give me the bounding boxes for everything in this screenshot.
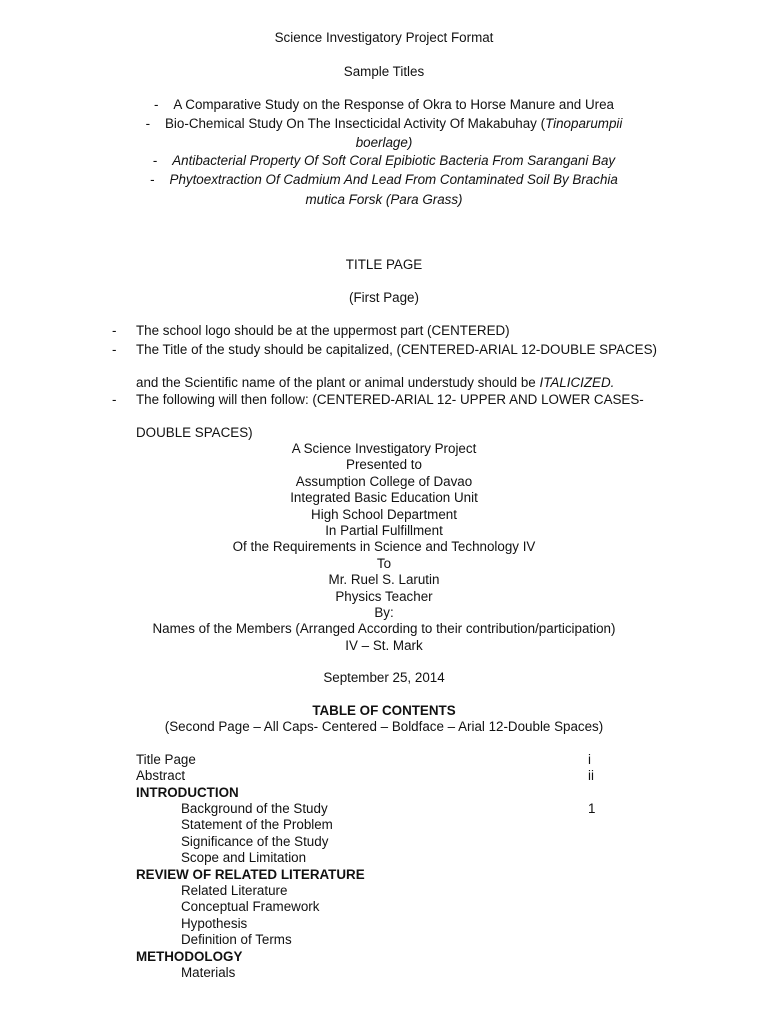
- bullet-text: The school logo should be at the uppermost part (CENTERED): [136, 323, 510, 338]
- toc-section: METHODOLOGY: [136, 949, 243, 964]
- title-page-subheading: (First Page): [349, 290, 419, 305]
- toc-entry: Conceptual Framework: [181, 899, 320, 914]
- sample-title-4: [0, 172, 768, 188]
- document-title: Science Investigatory Project Format: [274, 30, 494, 45]
- sample-title-text: Bio-Chemical Study On The Insecticidal Activity Of Makabuhay (: [165, 116, 546, 131]
- toc-section: REVIEW OF RELATED LITERATURE: [136, 867, 365, 882]
- title-page-heading: TITLE PAGE: [345, 257, 423, 272]
- centered-line: By:: [374, 605, 394, 620]
- list-dash: -: [112, 342, 117, 357]
- toc-heading: TABLE OF CONTENTS: [312, 703, 456, 718]
- centered-line: Names of the Members (Arranged According to their contribution/participation): [152, 621, 616, 636]
- list-dash: -: [112, 323, 117, 338]
- list-dash: -: [145, 116, 151, 131]
- centered-line: High School Department: [311, 507, 457, 522]
- sample-title-1: [0, 97, 768, 113]
- sample-title-text: Antibacterial Property Of Soft Coral Epibiotic Bacteria From Sarangani Bay: [172, 153, 616, 168]
- list-dash: -: [150, 172, 155, 187]
- toc-entry: Abstract: [136, 768, 186, 783]
- toc-entry: Scope and Limitation: [181, 850, 307, 865]
- toc-entry: Significance of the Study: [181, 834, 329, 849]
- sample-title-2: [0, 116, 768, 132]
- sample-title-4-cont: mutica Forsk (Para Grass): [305, 192, 463, 207]
- toc-entry: Statement of the Problem: [181, 817, 333, 832]
- centered-line: Physics Teacher: [335, 589, 433, 604]
- toc-entry: Background of the Study: [181, 801, 328, 816]
- sample-title-3: [0, 153, 768, 169]
- bullet-continuation: [136, 375, 614, 391]
- toc-entry: Materials: [181, 965, 236, 980]
- continuation-text: and the Scientific name of the plant or animal understudy should be: [136, 375, 540, 390]
- centered-line: To: [376, 556, 392, 571]
- list-dash: -: [152, 153, 158, 168]
- toc-page-number: ii: [588, 768, 594, 783]
- toc-page-number: 1: [588, 801, 596, 816]
- list-dash: -: [112, 392, 117, 407]
- sample-title-2-cont: boerlage): [355, 135, 413, 150]
- bullet-text: The following will then follow: (CENTERED-ARIAL 12- UPPER AND LOWER CASES-: [136, 392, 644, 407]
- toc-subheading: (Second Page – All Caps- Centered – Boldface – Arial 12-Double Spaces): [164, 719, 604, 734]
- toc-entry: Definition of Terms: [181, 932, 292, 947]
- toc-entry: Hypothesis: [181, 916, 248, 931]
- italicized-word: ITALICIZED.: [539, 375, 615, 390]
- centered-line: Integrated Basic Education Unit: [290, 490, 478, 505]
- sample-titles-heading: Sample Titles: [343, 64, 425, 79]
- document-date: September 25, 2014: [323, 670, 445, 685]
- toc-entry: Title Page: [136, 752, 196, 767]
- bullet-continuation: DOUBLE SPACES): [136, 425, 253, 440]
- list-dash: -: [154, 97, 159, 112]
- sample-title-text: A Comparative Study on the Response of Okra to Horse Manure and Urea: [173, 97, 614, 112]
- toc-entry: Related Literature: [181, 883, 288, 898]
- toc-section: INTRODUCTION: [136, 785, 239, 800]
- centered-line: Mr. Ruel S. Larutin: [328, 572, 440, 587]
- centered-line: Assumption College of Davao: [295, 474, 473, 489]
- centered-line: A Science Investigatory Project: [291, 441, 477, 456]
- centered-line: Of the Requirements in Science and Technology IV: [232, 539, 536, 554]
- centered-line: In Partial Fulfillment: [325, 523, 443, 538]
- centered-line: Presented to: [346, 457, 422, 472]
- centered-line: IV – St. Mark: [345, 638, 423, 653]
- sample-title-text: Phytoextraction Of Cadmium And Lead From Contaminated Soil By Brachia: [169, 172, 618, 187]
- scientific-name: Tinoparumpii: [545, 116, 623, 131]
- bullet-text: The Title of the study should be capitalized, (CENTERED-ARIAL 12-DOUBLE SPACES): [136, 342, 657, 357]
- toc-page-number: i: [588, 752, 591, 767]
